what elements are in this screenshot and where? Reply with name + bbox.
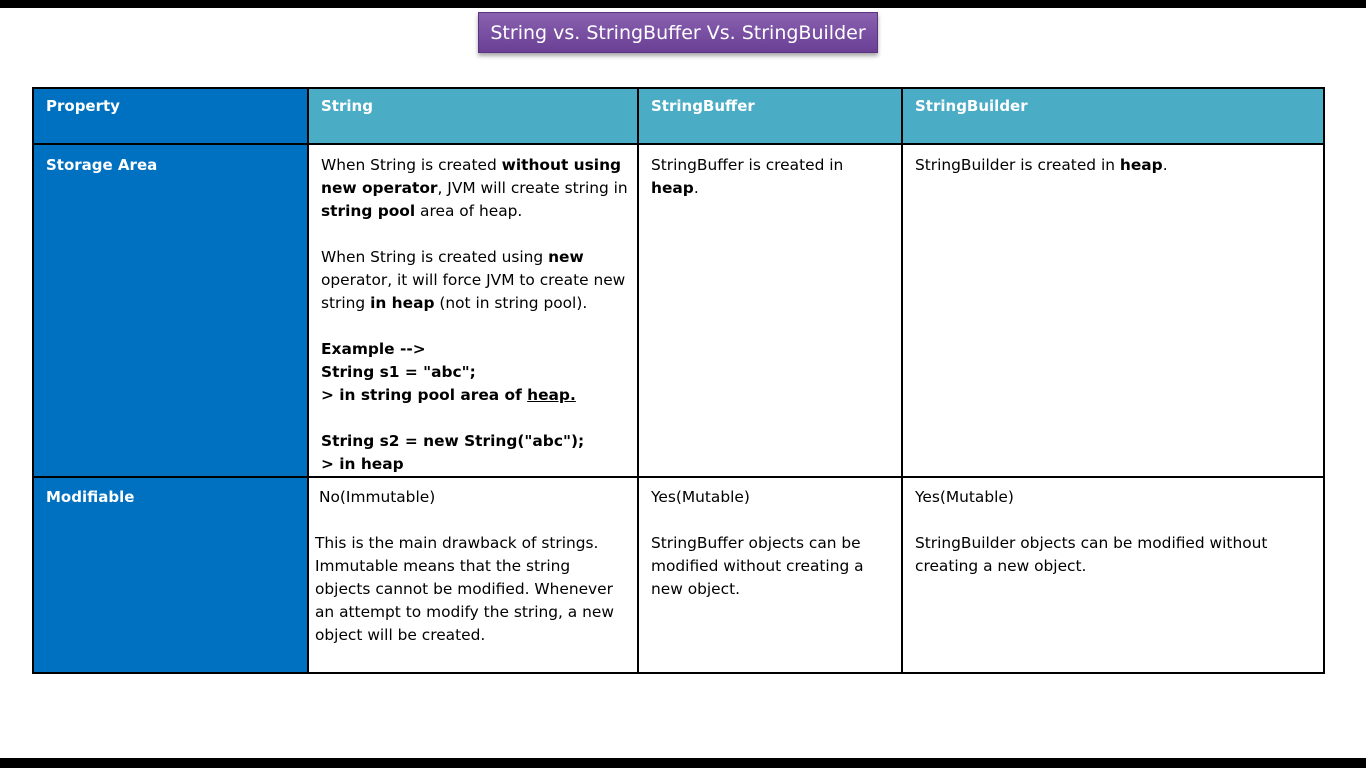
comparison-table xyxy=(32,87,1325,674)
cell-stringbuilder-storage: StringBuilder is created in heap. xyxy=(902,144,1324,477)
example-code-line-2: > in string pool area of heap. xyxy=(321,386,576,404)
cell-string-storage xyxy=(308,144,638,477)
cell-stringbuilder-modifiable xyxy=(902,477,1324,673)
bottom-border-bar xyxy=(0,758,1366,768)
string-mod-desc: This is the main drawback of strings. Immutable means that the string objects cannot be modified. Whenever an attempt to modify the string, a new object will be created. xyxy=(315,534,614,644)
stringbuffer-mod-status: Yes(Mutable) xyxy=(651,488,750,506)
cell-stringbuffer-modifiable xyxy=(638,477,902,673)
cell-string-modifiable xyxy=(308,477,638,673)
label-modifiable: Modifiable xyxy=(33,477,308,673)
slide-title: String vs. StringBuffer Vs. StringBuilder xyxy=(478,12,878,53)
example-code-line-1: String s1 = "abc"; xyxy=(321,363,476,381)
header-stringbuffer: StringBuffer xyxy=(638,88,902,144)
header-row xyxy=(33,88,1324,144)
row-storage-area xyxy=(33,144,1324,477)
stringbuffer-mod-desc: StringBuffer objects can be modified without creating a new object. xyxy=(651,534,864,598)
example-code-line-4: > in heap xyxy=(321,455,404,473)
header-stringbuilder: StringBuilder xyxy=(902,88,1324,144)
cell-stringbuffer-storage: StringBuffer is created in heap. xyxy=(638,144,902,477)
stringbuilder-mod-status: Yes(Mutable) xyxy=(915,488,1014,506)
header-property: Property xyxy=(33,88,308,144)
string-storage-para-1: When String is created without using new operator, JVM will create string in string pool area of heap. xyxy=(321,156,628,220)
example-label: Example --> xyxy=(321,340,426,358)
string-mod-status: No(Immutable) xyxy=(319,488,436,506)
string-storage-para-2: When String is created using new operator, it will force JVM to create new string in heap (not in string pool). xyxy=(321,248,626,312)
example-code-line-3: String s2 = new String("abc"); xyxy=(321,432,585,450)
header-string: String xyxy=(308,88,638,144)
row-modifiable xyxy=(33,477,1324,673)
top-border-bar xyxy=(0,0,1366,8)
stringbuilder-mod-desc: StringBuilder objects can be modified without creating a new object. xyxy=(915,534,1268,575)
label-storage-area: Storage Area xyxy=(33,144,308,477)
